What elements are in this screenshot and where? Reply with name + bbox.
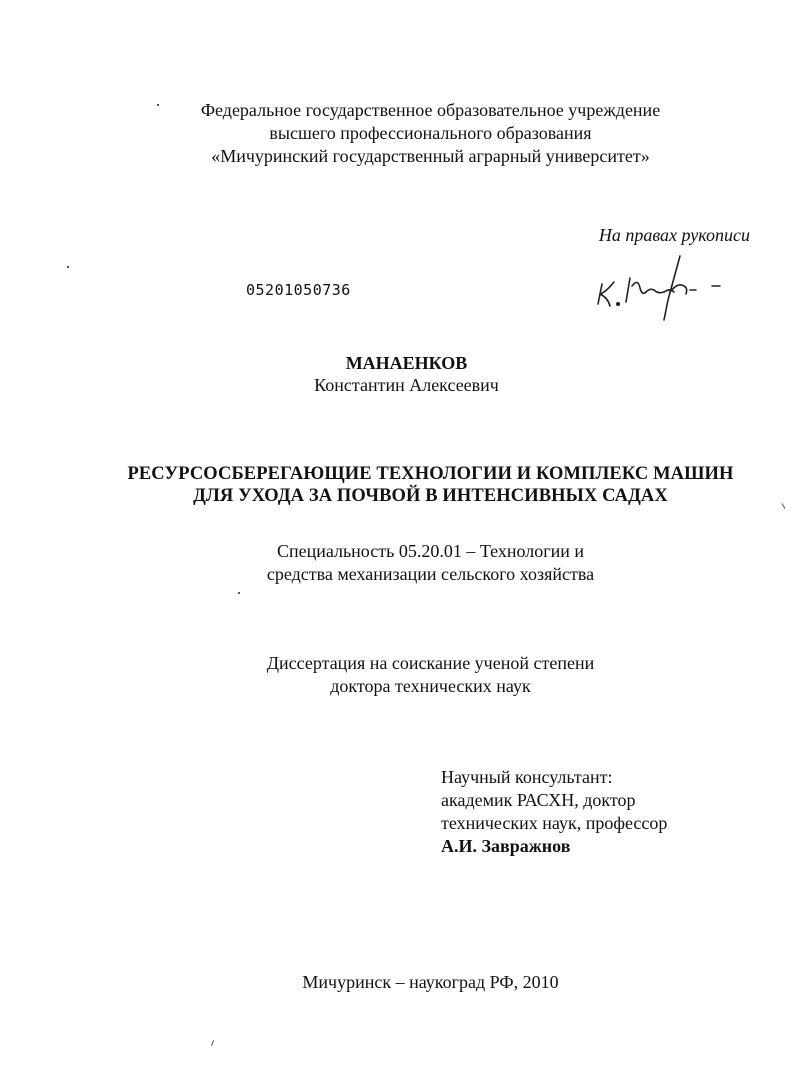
author-given-names: Константин Алексеевич <box>314 375 499 395</box>
degree-block <box>32 652 797 698</box>
institution-line-3: «Мичуринский государственный аграрный университет» <box>211 146 650 166</box>
consultant-label: Научный консультант: <box>441 767 613 787</box>
institution-header <box>32 99 797 168</box>
catalog-number: 05201050736 <box>246 281 351 299</box>
title-line-1: РЕСУРСОСБЕРЕГАЮЩИЕ ТЕХНОЛОГИИ И КОМПЛЕКС МАШИН <box>127 464 734 484</box>
institution-line-1: Федеральное государственное образовательное учреждение <box>200 100 661 120</box>
institution-line-2: высшего профессионального образования <box>269 123 592 143</box>
footer-line: Мичуринск – наукоград РФ, 2010 <box>302 972 559 992</box>
manuscript-note: На правах рукописи <box>598 225 750 245</box>
scan-speck <box>157 104 159 106</box>
scan-speck <box>238 592 240 594</box>
scan-speck <box>211 1040 214 1046</box>
consultant-block <box>441 766 667 858</box>
signature-image <box>588 248 738 328</box>
consultant-name: А.И. Завражнов <box>441 836 571 856</box>
specialty-line-2: средства механизации сельского хозяйства <box>266 564 595 584</box>
degree-line-2: доктора технических наук <box>330 676 531 696</box>
specialty-line-1: Специальность 05.20.01 – Технологии и <box>276 541 585 561</box>
specialty-block <box>32 540 797 586</box>
consultant-line-2: технических наук, профессор <box>441 813 668 833</box>
author-block <box>8 352 797 397</box>
title-line-2: ДЛЯ УХОДА ЗА ПОЧВОЙ В ИНТЕНСИВНЫХ САДАХ <box>193 486 668 506</box>
dissertation-title <box>32 463 797 507</box>
place-and-year <box>32 971 797 994</box>
degree-line-1: Диссертация на соискание ученой степени <box>266 653 595 673</box>
author-surname: МАНАЕНКОВ <box>345 353 468 373</box>
consultant-line-1: академик РАСХН, доктор <box>441 790 636 810</box>
scan-speck <box>67 266 69 268</box>
